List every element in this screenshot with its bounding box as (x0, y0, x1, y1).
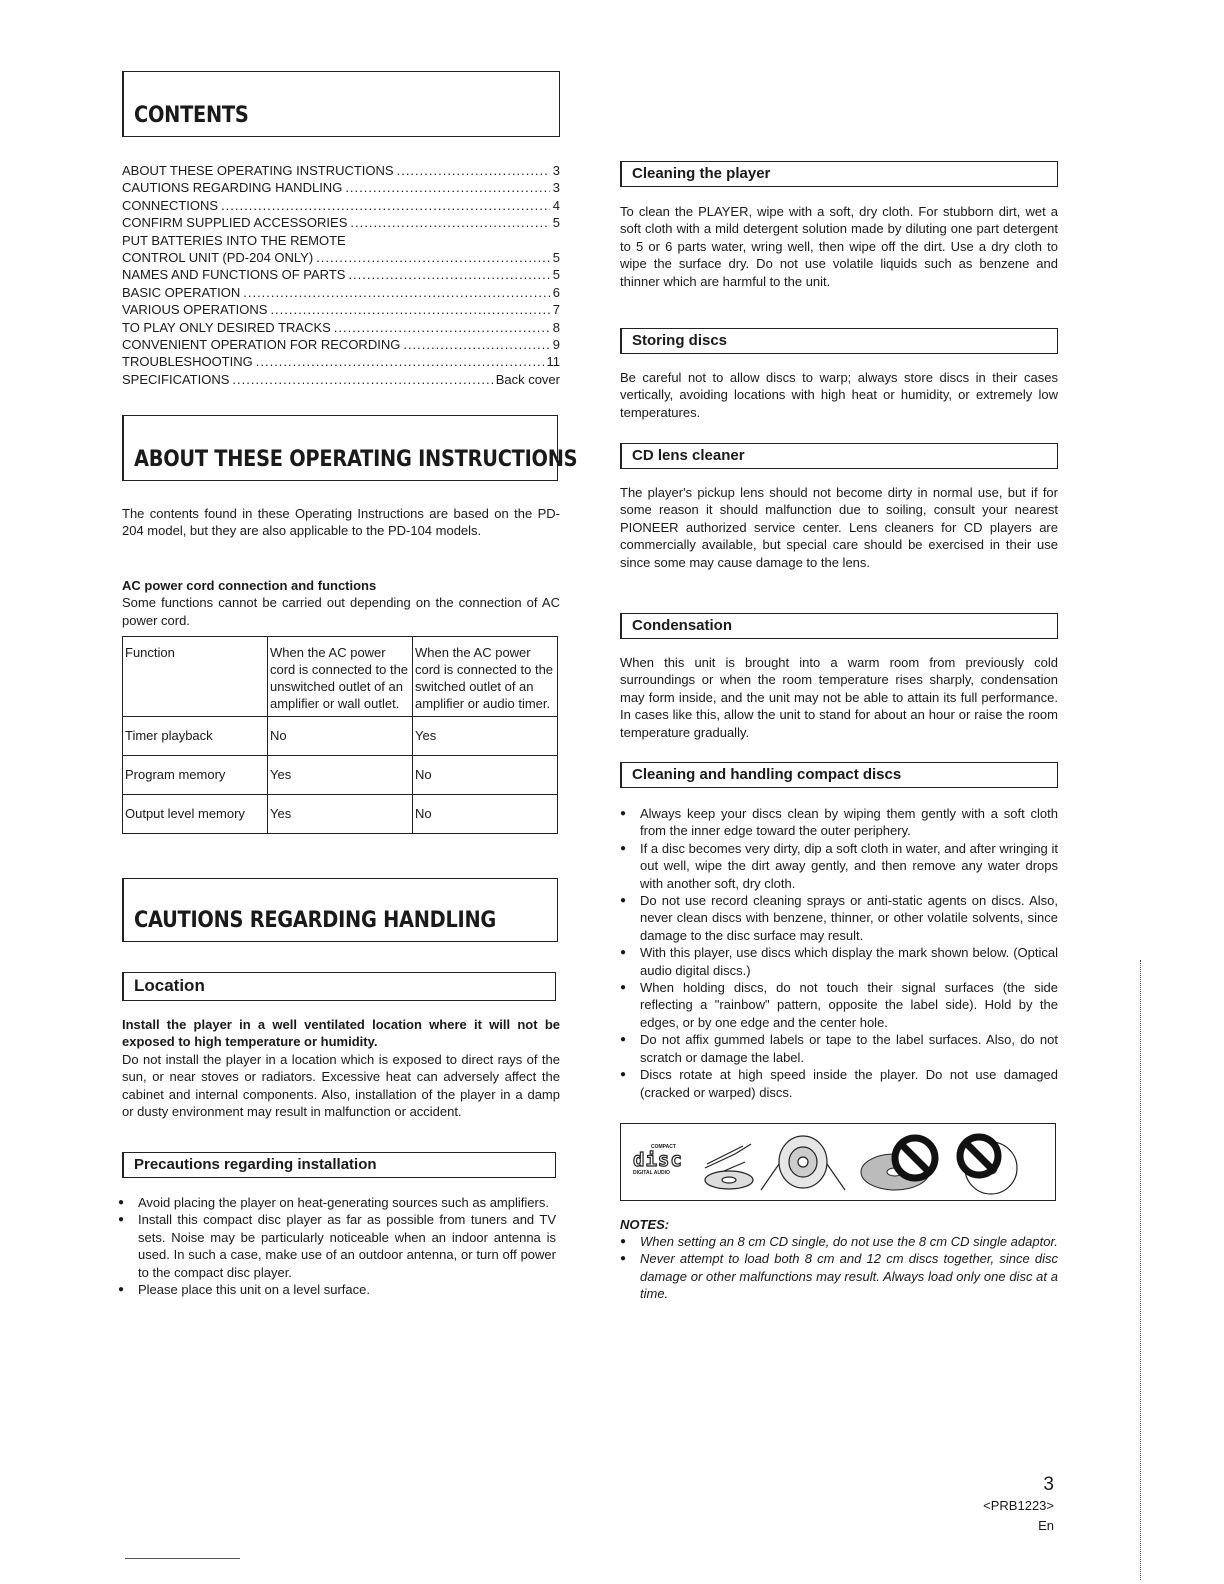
toc-entry-page: 7 (552, 302, 560, 318)
page-number: 3 (1043, 1474, 1054, 1495)
handling-discs-list-wrap (620, 805, 1058, 1101)
notes-title: NOTES: (620, 1217, 670, 1232)
cautions-header-box (122, 878, 558, 942)
cleaning-player-text: To clean the PLAYER, wipe with a soft, dry cloth. For stubborn dirt, wet a soft cloth with a mild detergent solution made by diluting one part detergent to 5 or 6 parts water, wring well, then wipe off the dirt. Use a dry cloth to wipe the surface dry. Do not use volatile liquids such as benzene and thinner which are harmful to the unit. (620, 204, 1058, 289)
toc-entry-title: CONNECTIONS (122, 197, 219, 213)
table-of-contents (122, 162, 560, 388)
logo-top-text: COMPACT (651, 1144, 676, 1150)
toc-entry-page: 4 (552, 197, 560, 213)
compact-disc-logo (633, 1144, 693, 1182)
toc-entry-title: CAUTIONS REGARDING HANDLING (122, 180, 343, 196)
hand-holding-disc-icon (705, 1144, 753, 1189)
logo-main-text: disc (633, 1149, 683, 1171)
toc-entry (122, 232, 560, 249)
toc-entry-page: Back cover (495, 371, 560, 387)
list-item: ● Avoid placing the player on heat-generating sources such as amplifiers. (118, 1194, 556, 1211)
about-title: ABOUT THESE OPERATING INSTRUCTIONS (134, 447, 578, 472)
disc-handling-drawing (695, 1124, 1055, 1200)
list-item: ● When setting an 8 cm CD single, do not use the 8 cm CD single adaptor. (620, 1233, 1058, 1250)
toc-entry-page: 5 (552, 267, 560, 283)
list-item: ● If a disc becomes very dirty, dip a soft cloth in water, and after wringing it out well, wipe the dirt away gently, and then remove any water drops with another soft, dry cloth. (620, 840, 1058, 892)
toc-entry-page: 3 (552, 180, 560, 196)
list-item: ● When holding discs, do not touch their signal surfaces (the side reflecting a "rainbow" pattern, opposite the label side). Hold by the edges, or by one edge and the center hole. (620, 979, 1058, 1031)
toc-dot-leader (350, 214, 549, 231)
contents-title: CONTENTS (134, 103, 249, 128)
list-item: ● With this player, use discs which display the mark shown below. (Optical audio digital discs.) (620, 944, 1058, 979)
prohibited-touch-surface-icon (861, 1138, 935, 1190)
table-cell: When the AC power cord is connected to the switched outlet of an amplifier or audio timer. (413, 637, 558, 717)
location-title: Location (134, 976, 205, 995)
table-cell: No (413, 795, 558, 834)
about-header-box (122, 415, 578, 481)
toc-entry (122, 284, 560, 301)
toc-entry (122, 301, 560, 318)
lens-title: CD lens cleaner (632, 447, 745, 464)
toc-dot-leader (348, 266, 549, 283)
condensation-title: Condensation (632, 617, 732, 634)
page-footer (983, 1474, 1054, 1536)
toc-entry (122, 179, 560, 196)
condensation-header-box (620, 613, 1058, 639)
handling-discs-header-box (620, 762, 1058, 788)
toc-entry-title: CONTROL UNIT (PD-204 ONLY) (122, 250, 314, 266)
ac-text: Some functions cannot be carried out depending on the connection of AC power cord. (122, 595, 560, 628)
toc-dot-leader (345, 179, 549, 196)
toc-entry-title: BASIC OPERATION (122, 284, 241, 300)
toc-dot-leader (232, 371, 492, 388)
about-intro: The contents found in these Operating Instructions are based on the PD-204 model, but they are also applicable to the PD-104 models. (122, 506, 560, 539)
handling-discs-list (620, 805, 1058, 1101)
toc-entry-page: 6 (552, 284, 560, 300)
list-item: ● Always keep your discs clean by wiping them gently with a soft cloth from the inner edge toward the outer periphery. (620, 805, 1058, 840)
contents-header-box (122, 71, 560, 137)
toc-dot-leader (397, 162, 550, 179)
toc-entry (122, 266, 560, 283)
toc-dot-leader (316, 249, 550, 266)
toc-entry (122, 319, 560, 336)
toc-dot-leader (221, 197, 550, 214)
toc-entry-page: 11 (546, 354, 560, 370)
toc-entry (122, 197, 560, 214)
toc-entry-page: 5 (552, 215, 560, 231)
page-edge-line (1140, 960, 1142, 1580)
toc-dot-leader (403, 336, 549, 353)
list-item: ● Do not affix gummed labels or tape to the label surfaces. Also, do not scratch or damage the label. (620, 1031, 1058, 1066)
list-item: ● Discs rotate at high speed inside the player. Do not use damaged (cracked or warped) discs. (620, 1066, 1058, 1101)
toc-entry-title: TROUBLESHOOTING (122, 354, 253, 370)
toc-entry-page: 9 (552, 337, 560, 353)
storing-text: Be careful not to allow discs to warp; always store discs in their cases vertically, avoiding locations with high heat or humidity, or extremely low temperatures. (620, 370, 1058, 420)
location-header-box (122, 972, 556, 1001)
prohibited-damaged-disc-icon (960, 1137, 1017, 1194)
location-bold-text: Install the player in a well ventilated location where it will not be exposed to high temperature or humidity. (122, 1017, 560, 1050)
toc-dot-leader (334, 319, 550, 336)
precautions-header-box (122, 1152, 556, 1178)
toc-entry-title: VARIOUS OPERATIONS (122, 302, 268, 318)
toc-entry-page: 3 (552, 163, 560, 178)
ac-table-wrap (122, 636, 560, 834)
cleaning-player-title: Cleaning the player (632, 165, 771, 182)
ac-function-table (122, 636, 558, 834)
toc-entry-page: 8 (552, 319, 560, 335)
toc-entry-title: TO PLAY ONLY DESIRED TRACKS (122, 319, 331, 335)
table-cell: Program memory (123, 756, 268, 795)
toc-entry-title: ABOUT THESE OPERATING INSTRUCTIONS (122, 163, 394, 178)
logo-bottom-text: DIGITAL AUDIO (633, 1170, 670, 1176)
list-item: ● Install this compact disc player as far as possible from tuners and TV sets. Noise may be particularly noticeable when an indoor antenna is used. In such a case, make use of an outdoor antenna, or turn off power to the compact disc player. (118, 1211, 556, 1281)
ac-power-section (122, 577, 560, 629)
table-header-row (123, 637, 558, 717)
toc-entry (122, 353, 560, 370)
lens-header-box (620, 443, 1058, 469)
list-item: ● Never attempt to load both 8 cm and 12 cm discs together, since disc damage or other malfunctions may result. Always load only one disc at a time. (620, 1250, 1058, 1302)
table-cell: When the AC power cord is connected to the unswitched outlet of an amplifier or wall outlet. (268, 637, 413, 717)
precautions-title: Precautions regarding installation (134, 1156, 377, 1173)
table-cell: No (413, 756, 558, 795)
toc-entry-title: NAMES AND FUNCTIONS OF PARTS (122, 267, 346, 283)
table-cell: Timer playback (123, 717, 268, 756)
toc-entry (122, 336, 560, 353)
table-row (123, 717, 558, 756)
table-row (123, 795, 558, 834)
table-cell: Yes (268, 795, 413, 834)
disc-illustration-box (620, 1123, 1056, 1201)
toc-dot-leader (270, 301, 549, 318)
disc-held-by-edges-icon (761, 1136, 845, 1190)
table-cell: No (268, 717, 413, 756)
table-cell: Yes (268, 756, 413, 795)
cautions-title: CAUTIONS REGARDING HANDLING (134, 908, 497, 933)
toc-dot-leader (256, 353, 544, 370)
toc-entry (122, 371, 560, 388)
table-cell: Function (123, 637, 268, 717)
list-item: ● Do not use record cleaning sprays or anti-static agents on discs. Also, never clean discs with benzene, thinner, or other volatile solvents, since damage to the disc surface may result. (620, 892, 1058, 944)
notes-section (620, 1216, 1058, 1303)
storing-title: Storing discs (632, 332, 728, 349)
table-cell: Output level memory (123, 795, 268, 834)
language-code: En (1038, 1518, 1054, 1533)
location-section (122, 1016, 560, 1120)
document-code: <PRB1223> (983, 1498, 1054, 1513)
toc-entry-title: CONVENIENT OPERATION FOR RECORDING (122, 337, 401, 353)
cleaning-player-header-box (620, 161, 1058, 187)
lens-text: The player's pickup lens should not become dirty in normal use, but if for some reason it should malfunction due to soiling, consult your nearest PIONEER authorized service center. Lens cleaners for CD players are commercially available, but special care should be exercised in their use since some may cause damage to the lens. (620, 485, 1058, 570)
condensation-text: When this unit is brought into a warm room from previously cold surroundings or when the room temperature rises sharply, condensation may form inside, and the unit may not be able to attain its full performance. In cases like this, allow the unit to stand for about an hour or raise the room temperature gradually. (620, 655, 1058, 740)
table-cell: Yes (413, 717, 558, 756)
toc-entry (122, 162, 560, 179)
toc-entry-title: PUT BATTERIES INTO THE REMOTE (122, 232, 346, 248)
toc-entry-title: CONFIRM SUPPLIED ACCESSORIES (122, 215, 348, 231)
toc-dot-leader (243, 284, 550, 301)
storing-header-box (620, 328, 1058, 354)
precautions-list (118, 1194, 556, 1298)
precautions-list-wrap (118, 1194, 556, 1298)
toc-entry-page: 5 (552, 250, 560, 266)
location-text: Do not install the player in a location which is exposed to direct rays of the sun, or near stoves or radiators. Excessive heat can adversely affect the cabinet and internal components. Also, installation of the player in a damp or dusty environment may result in malfunction or accident. (122, 1051, 560, 1120)
handling-discs-title: Cleaning and handling compact discs (632, 766, 902, 783)
toc-entry (122, 214, 560, 231)
notes-list (620, 1233, 1058, 1303)
table-row (123, 756, 558, 795)
list-item: ● Please place this unit on a level surface. (118, 1281, 556, 1298)
ac-heading: AC power cord connection and functions (122, 578, 377, 593)
bottom-rule (125, 1558, 240, 1559)
toc-entry-title: SPECIFICATIONS (122, 371, 230, 387)
toc-entry (122, 249, 560, 266)
